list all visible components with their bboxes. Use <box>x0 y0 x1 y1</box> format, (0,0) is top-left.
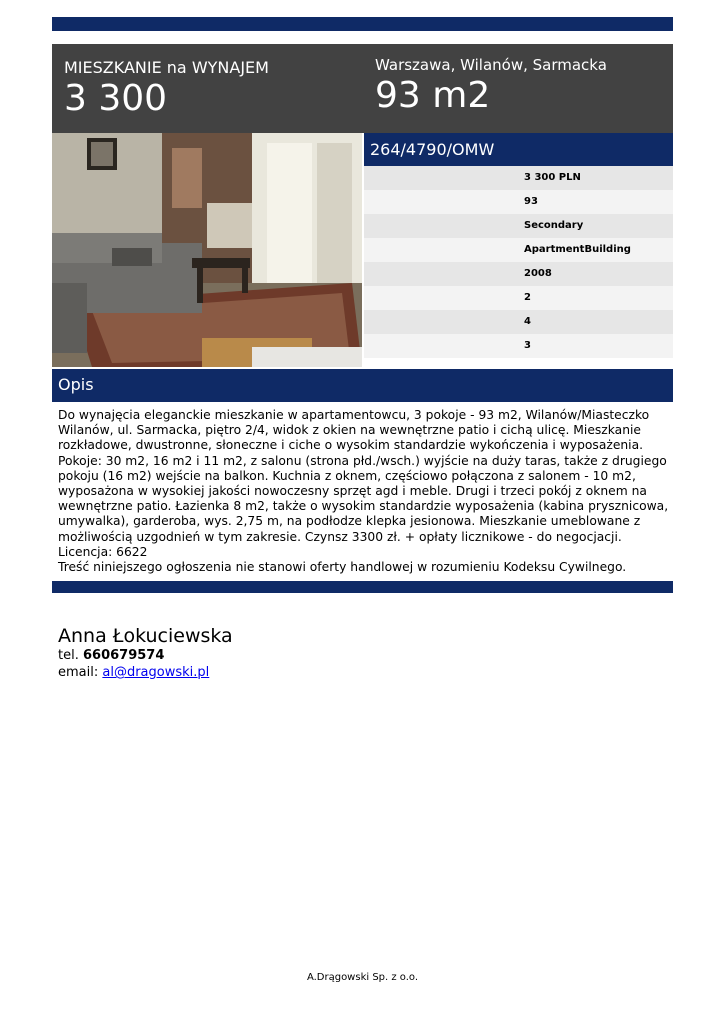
top-divider-bar <box>52 17 673 31</box>
area: 93 m2 <box>375 75 491 116</box>
location: Warszawa, Wilanów, Sarmacka <box>375 56 607 74</box>
agent-email-line <box>58 664 233 681</box>
detail-row-rooms: 3 <box>364 334 673 358</box>
description-text: Do wynajęcia eleganckie mieszkanie w apartamentowcu, 3 pokoje - 93 m2, Wilanów/Miasteczko Wilanów, ul. Sarmacka, piętro 2/4, widok z okien na wewnętrzne patio i cichą ulicę. Mieszkanie rozkładowe, dwustronne, słoneczne i ciche o wysokim standardzie wykończenia i wyposażenia. Pokoje: 30 m2, 16 m2 i 11 m2, z salonu (strona płd./wsch.) wyjście na duży taras, także z drugiego pokoju (16 m2) wejście na balkon. Kuchnia z oknem, częściowo połączona z salonem - 10 m2, wyposażona w wysokiej jakości nowoczesny sprzęt agd i meble. Drugi i trzeci pokój z oknem na wewnętrzne patio. Łazienka 8 m2, także o wysokim standardzie wyposażenia (kabina prysznicowa, umywalka), garderoba, wys. 2,75 m, na podłodze klepka jesionowa. Mieszkanie umeblowane z możliwością uzgodnień w tym zakresie. Czynsz 3300 zł. + opłaty licznikowe - do negocjacji. <box>58 408 669 544</box>
reference-number-bar <box>364 133 673 166</box>
price: 3 300 <box>64 78 168 119</box>
email-label: email: <box>58 665 99 680</box>
detail-row-floor: 2 <box>364 286 673 310</box>
apartment-photo <box>52 133 362 367</box>
disclaimer-text: Treść niniejszego ogłoszenia nie stanowi oferty handlowej w rozumieniu Kodeksu Cywilnego. <box>58 560 627 575</box>
footer-company: A.Drągowski Sp. z o.o. <box>306 972 419 983</box>
listing-header <box>52 44 673 133</box>
detail-row-floors-total: 4 <box>364 310 673 334</box>
description-heading: Opis <box>58 375 94 394</box>
agent-email-link[interactable]: al@dragowski.pl <box>102 665 210 680</box>
license-text: Licencja: 6622 <box>58 544 148 559</box>
detail-row-building-type: ApartmentBuilding <box>364 238 673 262</box>
agent-phone: 660679574 <box>82 648 165 663</box>
detail-row-area: 93 <box>364 190 673 214</box>
agent-name: Anna Łokuciewska <box>58 625 233 647</box>
agent-phone-line <box>58 647 233 664</box>
offer-type: MIESZKANIE na WYNAJEM <box>64 58 269 77</box>
agent-contact <box>58 625 233 681</box>
description-body <box>58 408 670 575</box>
detail-row-market: Secondary <box>364 214 673 238</box>
bottom-divider-bar <box>52 581 673 593</box>
detail-row-year: 2008 <box>364 262 673 286</box>
description-heading-bar <box>52 369 673 402</box>
reference-number: 264/4790/OMW <box>370 140 495 159</box>
phone-label: tel. <box>58 648 79 663</box>
details-table <box>364 166 673 358</box>
detail-row-price: 3 300 PLN <box>364 166 673 190</box>
